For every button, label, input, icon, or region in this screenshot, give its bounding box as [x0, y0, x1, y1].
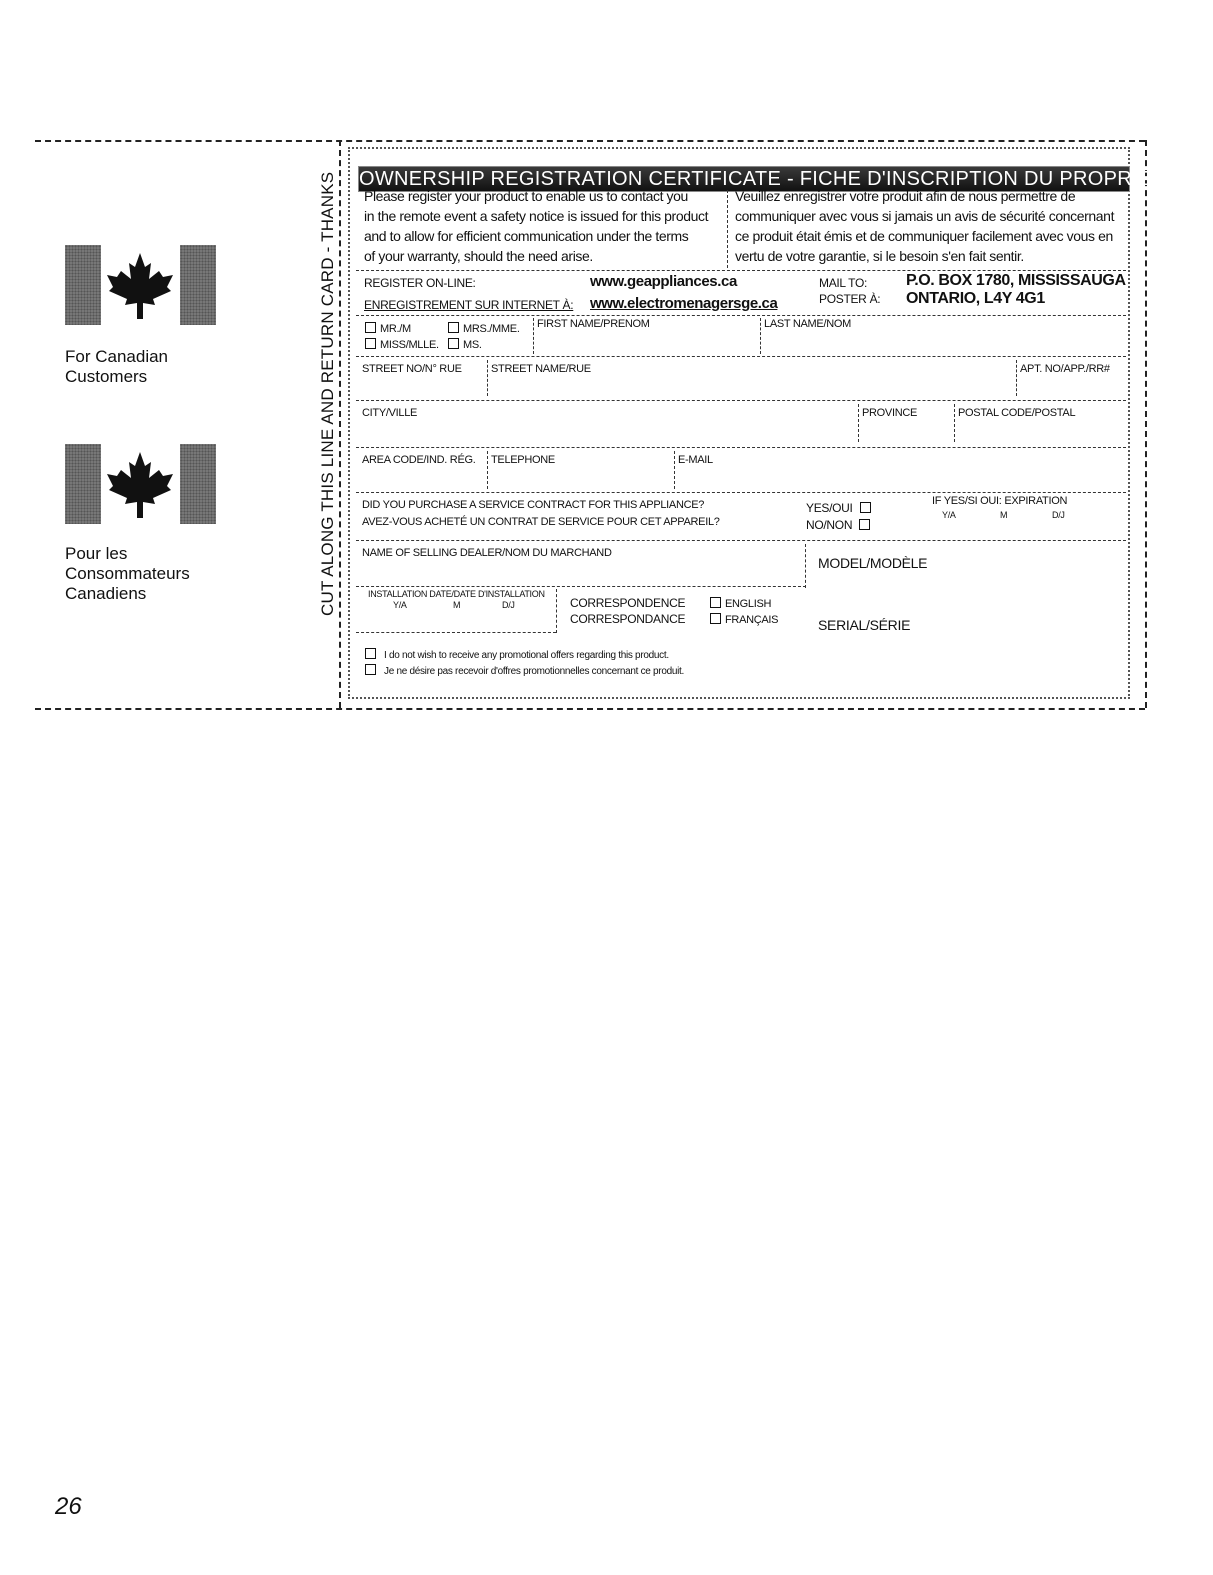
no-option[interactable]: NO/NON: [806, 518, 874, 532]
telephone-field[interactable]: TELEPHONE: [491, 454, 555, 466]
apartment-number-field[interactable]: APT. NO/APP./RR#: [1020, 363, 1110, 375]
canada-flag-icon: [65, 444, 216, 524]
intro-french-2: communiquer avec vous si jamais un avis de sécurité concernant: [735, 208, 1115, 224]
street-number-field[interactable]: STREET NO/N° RUE: [362, 363, 462, 375]
register-url-fr[interactable]: www.electromenagersge.ca: [590, 295, 778, 312]
email-field[interactable]: E-MAIL: [678, 454, 713, 466]
service-contract-question-fr: AVEZ-VOUS ACHETÉ UN CONTRAT DE SERVICE POUR CET APPAREIL?: [362, 516, 720, 528]
canada-flag-icon: [65, 245, 216, 325]
caption-english: For Canadian Customers: [65, 347, 169, 386]
checkbox-icon[interactable]: [365, 648, 376, 659]
serial-field[interactable]: SERIAL/SÉRIE: [818, 617, 911, 633]
page-number: 26: [55, 1493, 82, 1520]
english-option[interactable]: ENGLISH: [710, 597, 771, 610]
expiration-year-label: Y/A: [942, 510, 956, 520]
mail-address-2: ONTARIO, L4Y 4G1: [906, 290, 1045, 307]
intro-french-1: Veuillez enregistrer votre produit afin de nous permettre de: [735, 188, 1076, 204]
first-name-field[interactable]: FIRST NAME/PRENOM: [537, 318, 650, 330]
optout-french[interactable]: Je ne désire pas recevoir d'offres promotionnelles concernant ce produit.: [365, 664, 684, 677]
register-online-label: REGISTER ON-LINE:: [364, 276, 476, 290]
yes-option[interactable]: YES/OUI: [806, 501, 875, 515]
mail-to-label-fr: POSTER À:: [819, 292, 881, 306]
expiration-month-label: M: [1000, 510, 1008, 520]
expiration-field[interactable]: IF YES/SI OUI: EXPIRATION: [932, 495, 1068, 507]
installation-date-field[interactable]: INSTALLATION DATE/DATE D'INSTALLATION: [368, 589, 545, 599]
intro-english-3: and to allow for efficient communication under the terms: [364, 228, 689, 244]
province-field[interactable]: PROVINCE: [862, 407, 918, 419]
cut-line-top: [35, 140, 1145, 142]
register-url[interactable]: www.geappliances.ca: [590, 273, 737, 290]
checkbox-icon[interactable]: [710, 613, 721, 624]
mail-to-label: MAIL TO:: [819, 276, 868, 290]
dealer-name-field[interactable]: NAME OF SELLING DEALER/NOM DU MARCHAND: [362, 547, 612, 559]
checkbox-icon[interactable]: [448, 322, 459, 333]
cut-line-left-fold: [339, 140, 341, 708]
model-field[interactable]: MODEL/MODÈLE: [818, 555, 928, 571]
cut-instruction: CUT ALONG THIS LINE AND RETURN CARD - THANKS: [318, 171, 337, 616]
intro-english-4: of your warranty, should the need arise.: [364, 248, 593, 264]
intro-french-3: ce produit était émis et de communiquer facilement avec vous en: [735, 228, 1113, 244]
register-online-label-fr: ENREGISTREMENT SUR INTERNET À:: [364, 298, 574, 312]
caption-french: Pour les Consommateurs Canadiens: [65, 544, 190, 603]
title-ms-option[interactable]: MS.: [448, 338, 482, 351]
correspondence-label-fr: CORRESPONDANCE: [570, 612, 686, 626]
title-miss-option[interactable]: MISS/MLLE.: [365, 338, 439, 351]
last-name-field[interactable]: LAST NAME/NOM: [764, 318, 851, 330]
french-option[interactable]: FRANÇAIS: [710, 613, 778, 626]
checkbox-icon[interactable]: [710, 597, 721, 608]
street-name-field[interactable]: STREET NAME/RUE: [491, 363, 591, 375]
city-field[interactable]: CITY/VILLE: [362, 407, 418, 419]
optout-english[interactable]: I do not wish to receive any promotional offers regarding this product.: [365, 648, 669, 661]
checkbox-icon[interactable]: [365, 664, 376, 675]
cut-line-right: [1145, 140, 1147, 708]
card-title: OWNERSHIP REGISTRATION CERTIFICATE - FICHE D'INSCRIPTION DU PROPRIÉTAIRE: [359, 168, 1211, 190]
title-mr-option[interactable]: MR./M: [365, 322, 411, 335]
install-day-label: D/J: [502, 600, 515, 610]
install-month-label: M: [453, 600, 461, 610]
checkbox-icon[interactable]: [448, 338, 459, 349]
postal-code-field[interactable]: POSTAL CODE/POSTAL: [958, 407, 1076, 419]
service-contract-question: DID YOU PURCHASE A SERVICE CONTRACT FOR THIS APPLIANCE?: [362, 499, 705, 511]
install-year-label: Y/A: [393, 600, 407, 610]
mail-address-1: P.O. BOX 1780, MISSISSAUGA: [906, 272, 1126, 289]
checkbox-icon[interactable]: [365, 338, 376, 349]
intro-french-4: vertu de votre garantie, si le besoin s'en fait sentir.: [735, 248, 1024, 264]
checkbox-icon[interactable]: [859, 519, 870, 530]
intro-english-2: in the remote event a safety notice is issued for this product: [364, 208, 709, 224]
title-mrs-option[interactable]: MRS./MME.: [448, 322, 520, 335]
correspondence-label: CORRESPONDENCE: [570, 596, 686, 610]
cut-line-bottom: [35, 708, 1145, 710]
intro-english-1: Please register your product to enable us to contact you: [364, 188, 688, 204]
checkbox-icon[interactable]: [860, 502, 871, 513]
expiration-day-label: D/J: [1052, 510, 1065, 520]
area-code-field[interactable]: AREA CODE/IND. RÉG.: [362, 454, 476, 466]
checkbox-icon[interactable]: [365, 322, 376, 333]
